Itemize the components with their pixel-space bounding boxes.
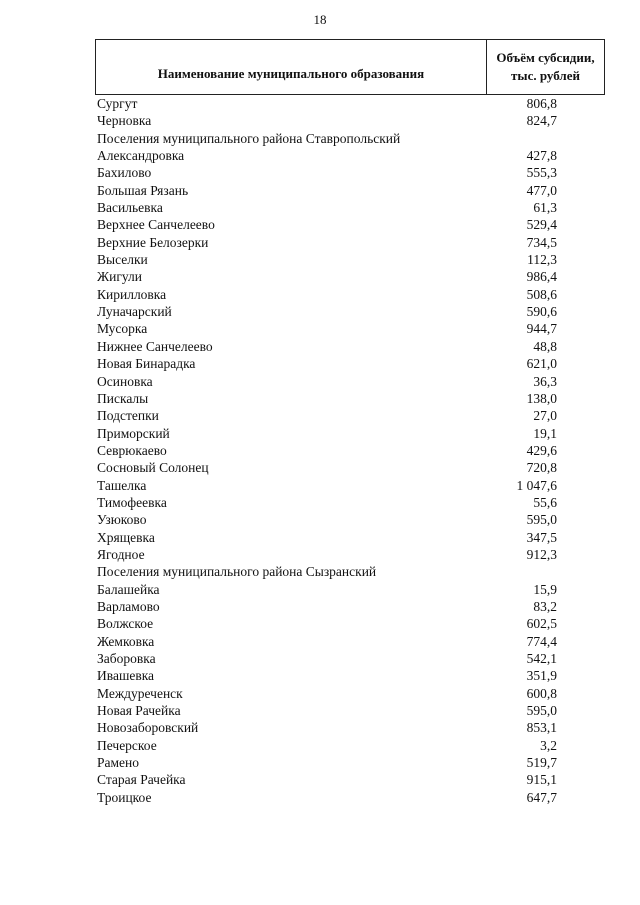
subsidy-amount: 806,8: [526, 96, 557, 111]
subsidy-amount: 734,5: [526, 234, 557, 250]
table-header: [95, 39, 605, 95]
table-row: [97, 268, 557, 285]
table-row: [97, 685, 557, 702]
municipality-name: Новозаборовский: [97, 720, 199, 736]
municipality-name: Варламово: [97, 598, 160, 614]
municipality-name: Троицкое: [97, 789, 152, 805]
subsidy-amount: 774,4: [526, 633, 557, 649]
table-row: [97, 546, 557, 563]
subsidy-amount: 138,0: [526, 390, 557, 406]
municipality-name: Печерское: [97, 737, 157, 753]
subsidy-amount: 720,8: [526, 460, 557, 476]
municipality-name: Выселки: [97, 252, 148, 268]
subsidy-amount: 853,1: [526, 720, 557, 736]
municipality-name: Поселения муниципального района Сызранский: [97, 564, 377, 580]
municipality-name: Новая Бинарадка: [97, 356, 196, 372]
subsidy-amount: 915,1: [526, 772, 557, 788]
table-row: [97, 667, 557, 684]
subsidy-amount: 542,1: [526, 651, 557, 666]
municipality-name: Узюково: [97, 512, 147, 528]
subsidy-amount: 112,3: [527, 252, 557, 268]
subsidy-amount: 61,3: [533, 200, 557, 216]
table-row: [97, 598, 557, 615]
subsidy-amount: 595,0: [526, 512, 557, 528]
subsidy-amount: 477,0: [526, 182, 557, 198]
table-row: [97, 216, 557, 233]
subsidy-amount: 15,9: [533, 581, 557, 597]
municipality-name: Старая Рачейка: [97, 772, 186, 788]
subsidy-amount: 55,6: [533, 494, 557, 510]
column-header-name: Наименование муниципального образования: [96, 40, 487, 95]
municipality-name: Кирилловка: [97, 286, 167, 302]
municipality-name: Рамено: [97, 755, 140, 771]
table-row: [97, 494, 557, 511]
table-row: [97, 95, 557, 112]
table-body: [97, 95, 557, 806]
subsidy-amount: 48,8: [533, 338, 557, 354]
table-row: [97, 425, 557, 442]
municipality-name: Приморский: [97, 425, 170, 441]
municipality-name: Александровка: [97, 148, 185, 164]
table-row: [97, 477, 557, 494]
municipality-name: Бахилово: [97, 165, 152, 181]
table-row: [97, 303, 557, 320]
table-row: [97, 754, 557, 771]
table-row: [97, 789, 557, 806]
municipality-name: Заборовка: [97, 651, 156, 666]
subsidy-amount: 944,7: [526, 321, 557, 337]
section-heading-row: [97, 130, 557, 147]
municipality-name: Ивашевка: [97, 668, 155, 684]
municipality-name: Хрящевка: [97, 529, 155, 545]
subsidy-amount: 347,5: [526, 529, 557, 545]
municipality-name: Ягодное: [97, 546, 145, 562]
municipality-name: Верхнее Санчелеево: [97, 217, 215, 233]
table-row: [97, 182, 557, 199]
table-row: [97, 737, 557, 754]
municipality-name: Верхние Белозерки: [97, 234, 209, 250]
table-row: [97, 234, 557, 251]
column-header-amount-line2: тыс. рублей: [511, 68, 580, 83]
column-header-amount: [487, 40, 605, 95]
table-row: [97, 355, 557, 372]
subsidy-amount: 19,1: [533, 425, 557, 441]
subsidy-amount: 600,8: [526, 685, 557, 701]
subsidy-amount: 27,0: [533, 408, 557, 424]
subsidy-amount: 36,3: [533, 373, 557, 389]
subsidy-amount: 595,0: [526, 703, 557, 719]
subsidy-amount: 824,7: [526, 113, 557, 129]
municipality-name: Пискалы: [97, 390, 149, 406]
table-row: [97, 390, 557, 407]
municipality-name: Нижнее Санчелеево: [97, 338, 213, 354]
municipality-name: Подстепки: [97, 408, 159, 424]
table-row: [97, 199, 557, 216]
municipality-name: Сургут: [97, 96, 138, 111]
table-row: [97, 771, 557, 788]
table-row: [97, 459, 557, 476]
subsidy-amount: 912,3: [526, 546, 557, 562]
table-row: [97, 320, 557, 337]
subsidy-amount: 621,0: [526, 356, 557, 372]
table-row: [97, 286, 557, 303]
table-row: [97, 615, 557, 632]
municipality-name: Тимофеевка: [97, 494, 167, 510]
table-row: [97, 407, 557, 424]
section-heading-row: [97, 563, 557, 580]
subsidy-amount: 529,4: [526, 217, 557, 233]
table-row: [97, 702, 557, 719]
municipality-name: Мусорка: [97, 321, 148, 337]
subsidy-amount: 508,6: [526, 286, 557, 302]
subsidy-amount: 83,2: [533, 598, 557, 614]
table-row: [97, 442, 557, 459]
subsidy-amount: 519,7: [526, 755, 557, 771]
municipality-name: Севрюкаево: [97, 442, 167, 458]
subsidy-amount: 986,4: [526, 269, 557, 285]
municipality-name: Большая Рязань: [97, 182, 189, 198]
municipality-name: Волжское: [97, 616, 154, 632]
subsidy-amount: 3,2: [540, 737, 557, 753]
municipality-name: Луначарский: [97, 304, 172, 320]
subsidy-amount: 429,6: [526, 442, 557, 458]
table-row: [97, 633, 557, 650]
table-row: [97, 251, 557, 268]
subsidy-amount: 351,9: [526, 668, 557, 684]
municipality-name: Междуреченск: [97, 685, 183, 701]
municipality-name: Сосновый Солонец: [97, 460, 209, 476]
municipality-name: Васильевка: [97, 200, 163, 216]
subsidy-amount: 602,5: [526, 616, 557, 632]
municipality-name: Черновка: [97, 113, 152, 129]
municipality-name: Жемковка: [97, 633, 155, 649]
table-row: [97, 650, 557, 667]
column-header-amount-line1: Объём субсидии,: [496, 50, 595, 65]
table-row: [97, 112, 557, 129]
municipality-name: Жигули: [97, 269, 142, 285]
subsidy-amount: 647,7: [526, 789, 557, 805]
table-row: [97, 164, 557, 181]
table-row: [97, 529, 557, 546]
table-row: [97, 373, 557, 390]
municipality-name: Балашейка: [97, 581, 160, 597]
municipality-name: Поселения муниципального района Ставропольский: [97, 130, 401, 146]
subsidy-amount: 1 047,6: [516, 477, 557, 493]
table-row: [97, 581, 557, 598]
municipality-name: Ташелка: [97, 477, 147, 493]
subsidy-amount: 590,6: [526, 304, 557, 320]
table-row: [97, 511, 557, 528]
table-row: [97, 147, 557, 164]
municipality-name: Осиновка: [97, 373, 153, 389]
page-number: 18: [313, 12, 327, 27]
subsidy-amount: 555,3: [526, 165, 557, 181]
subsidy-amount: 427,8: [526, 148, 557, 164]
table-row: [97, 338, 557, 355]
table-row: [97, 719, 557, 736]
municipality-name: Новая Рачейка: [97, 703, 181, 719]
